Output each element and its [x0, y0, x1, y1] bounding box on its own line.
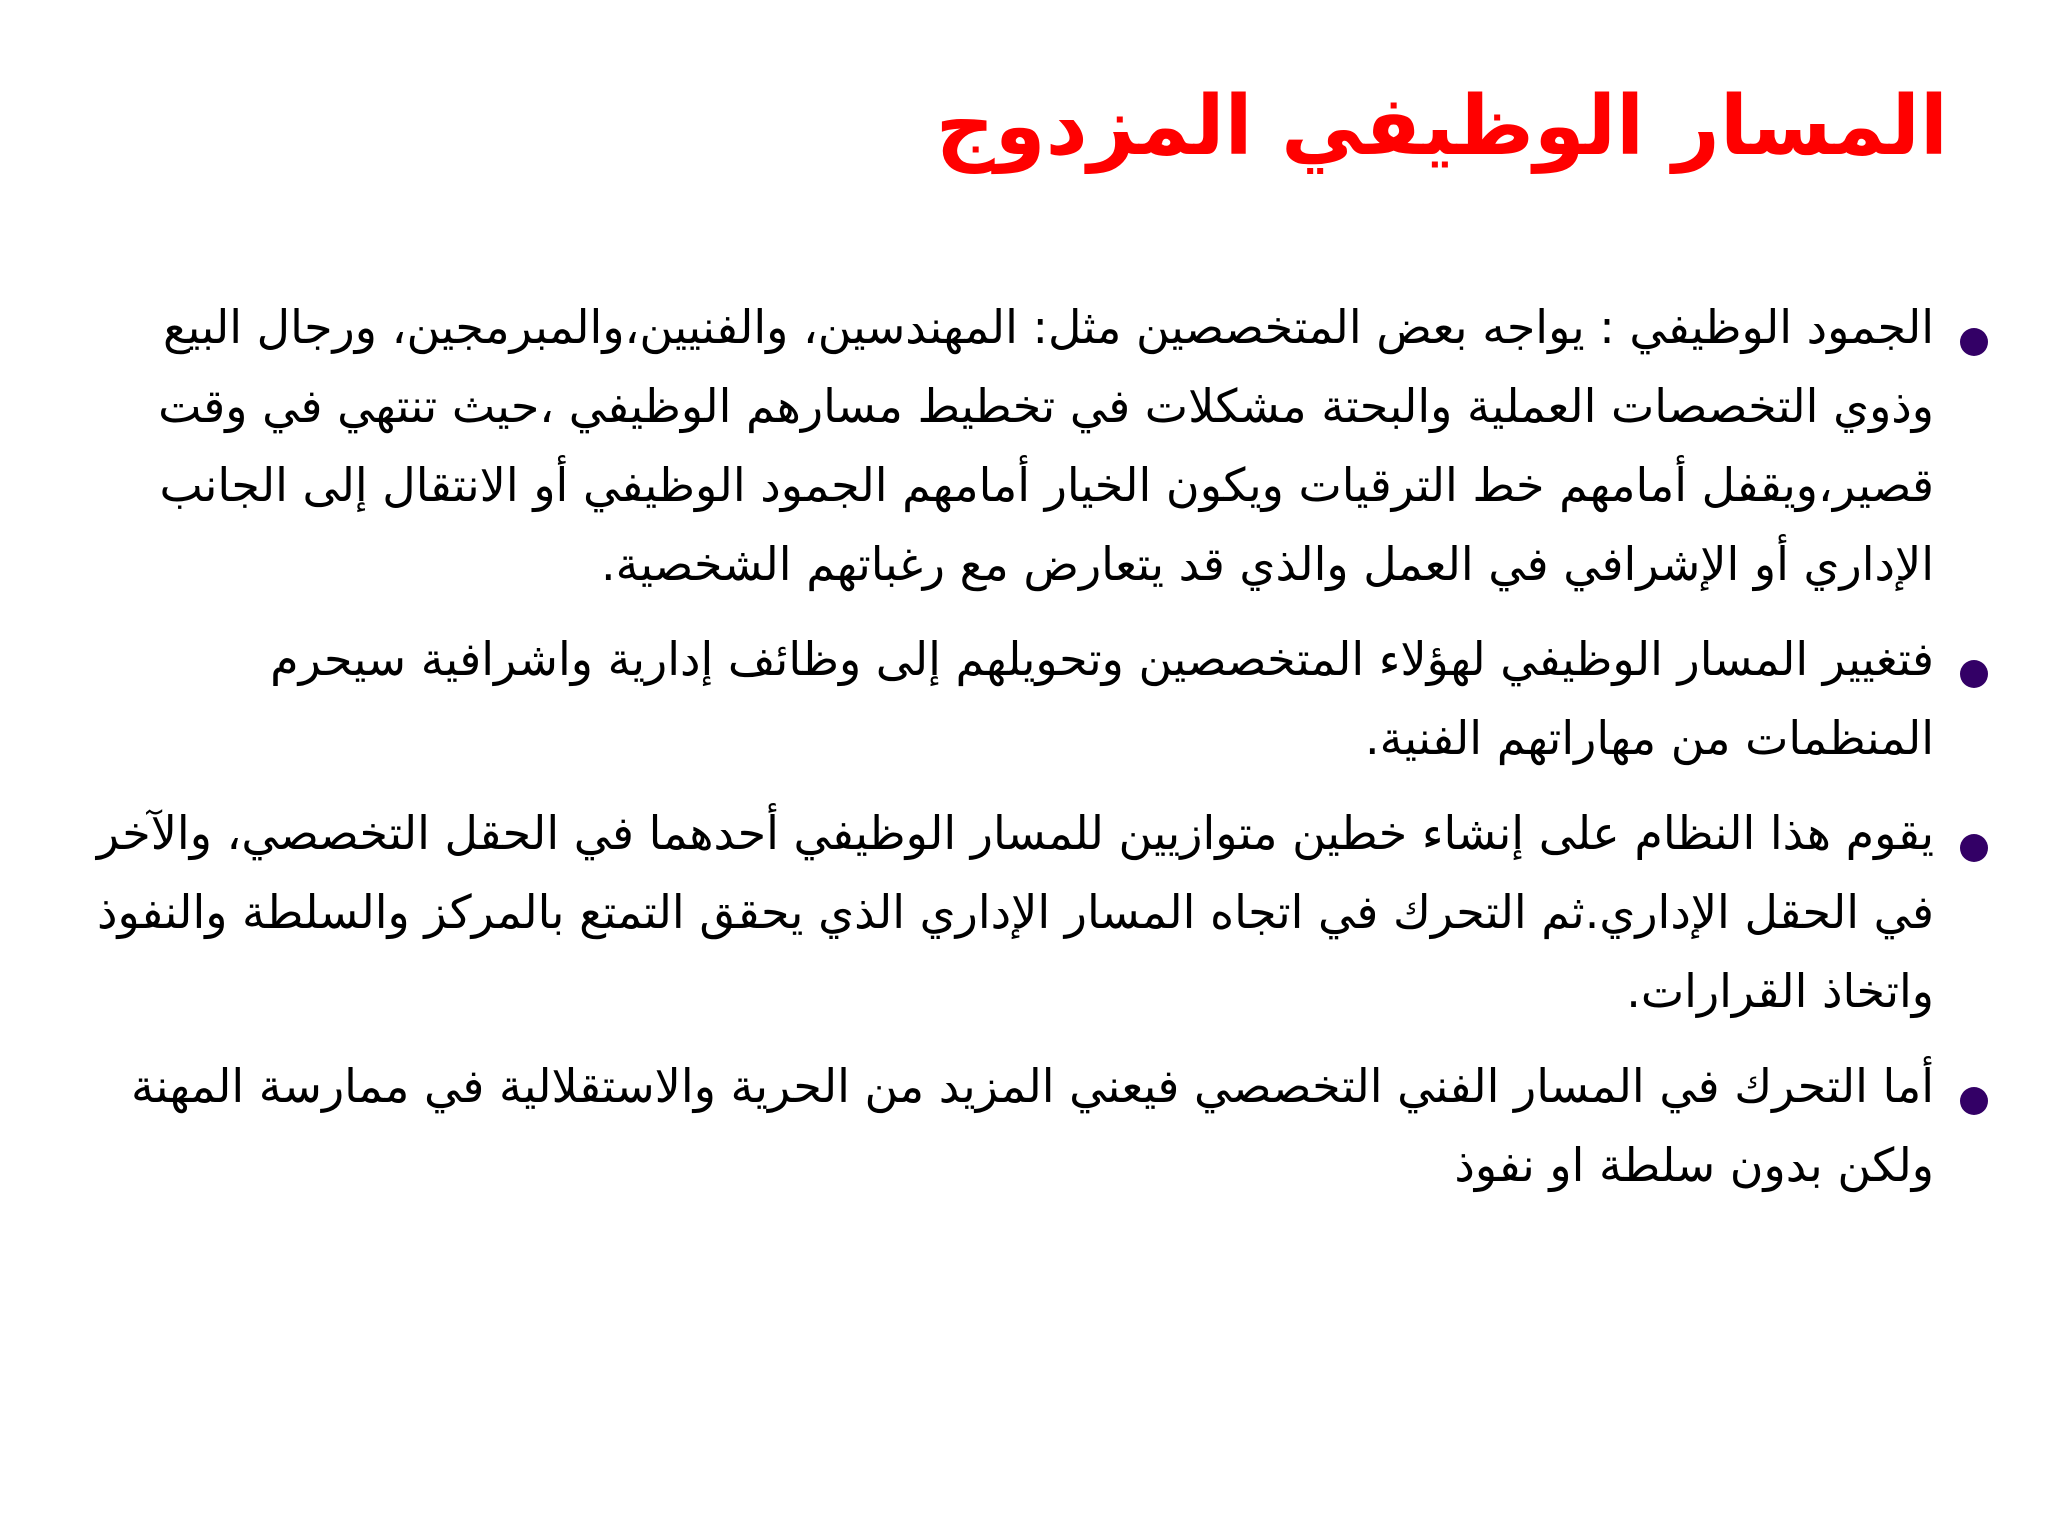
- bullet-text: يقوم هذا النظام على إنشاء خطين متوازيين للمسار الوظيفي أحدهما في الحقل التخصصي، والآخر في الحقل الإداري.ثم التحرك في اتجاه المسار الإداري الذي يحقق التمتع بالمركز والسلطة والنفوذ واتخاذ القرارات.: [96, 806, 1934, 1018]
- bullet-item: [88, 620, 1988, 778]
- bullet-dot-icon: [1960, 328, 1988, 356]
- bullet-text: أما التحرك في المسار الفني التخصصي فيعني المزيد من الحرية والاستقلالية في ممارسة المهنة ولكن بدون سلطة او نفوذ: [130, 1059, 1934, 1192]
- bullet-item: [88, 1047, 1988, 1205]
- bullet-dot-icon: [1960, 1087, 1988, 1115]
- bullet-list: [88, 288, 1988, 1221]
- bullet-text: فتغيير المسار الوظيفي لهؤلاء المتخصصين وتحويلهم إلى وظائف إدارية واشرافية سيحرم المنظمات من مهاراتهم الفنية.: [270, 632, 1934, 765]
- bullet-text: الجمود الوظيفي : يواجه بعض المتخصصين مثل: المهندسين، والفنيين،والمبرمجين، ورجال البيع وذوي التخصصات العملية والبحتة مشكلات في تخطيط مسارهم الوظيفي ،حيث تنتهي في وقت قصير،ويقفل أمامهم خط الترقيات ويكون الخيار أمامهم الجمود الوظيفي أو الانتقال إلى الجانب الإداري أو الإشرافي في العمل والذي قد يتعارض مع رغباتهم الشخصية.: [158, 300, 1934, 591]
- bullet-item: [88, 794, 1988, 1031]
- bullet-dot-icon: [1960, 660, 1988, 688]
- bullet-item: [88, 288, 1988, 604]
- bullet-dot-icon: [1960, 834, 1988, 862]
- slide-title: المسار الوظيفي المزدوج: [935, 79, 1948, 174]
